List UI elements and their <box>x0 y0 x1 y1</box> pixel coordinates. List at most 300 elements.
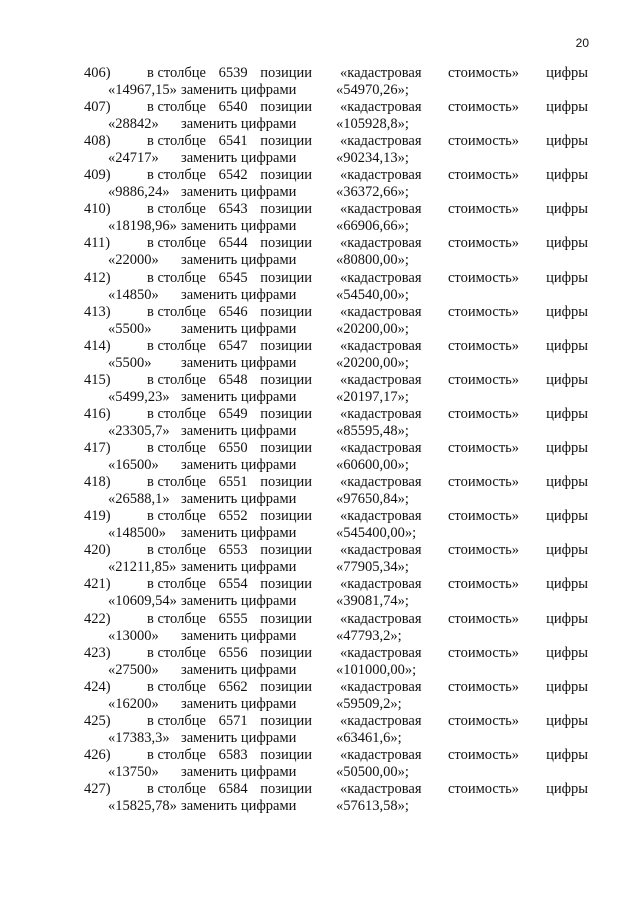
column-phrase <box>147 235 312 252</box>
positions-label: позиции <box>260 235 312 252</box>
positions-label: позиции <box>260 508 312 525</box>
cadastral-label: «кадастровая <box>340 337 422 354</box>
item-number: 422) <box>84 610 111 627</box>
entry-line-2 <box>84 184 596 201</box>
digits-label: цифры <box>546 99 588 116</box>
entry-line-1 <box>84 338 596 355</box>
new-value: «59509,2»; <box>336 695 402 712</box>
entry-line-2 <box>84 218 596 235</box>
entry-line-2 <box>84 150 596 167</box>
cadastral-label: «кадастровая <box>340 508 422 525</box>
value-label: стоимость» <box>448 235 520 252</box>
entry-line-1 <box>84 508 596 525</box>
list-item <box>84 338 596 372</box>
column-number: 6571 <box>218 712 248 729</box>
column-number: 6583 <box>218 746 248 763</box>
list-item <box>84 270 596 304</box>
list-item <box>84 406 596 440</box>
cadastral-label: «кадастровая <box>340 371 422 388</box>
cadastral-label: «кадастровая <box>340 474 422 491</box>
replace-label: заменить цифрами <box>181 593 297 610</box>
positions-label: позиции <box>260 712 312 729</box>
entry-line-2 <box>84 730 596 747</box>
replace-label: заменить цифрами <box>181 82 297 98</box>
entry-line-1 <box>84 679 596 696</box>
column-number: 6551 <box>218 474 248 491</box>
entry-line-2 <box>84 662 596 679</box>
column-phrase <box>147 508 312 525</box>
item-number: 412) <box>84 269 111 286</box>
old-value: «18198,96» <box>108 218 177 235</box>
list-item <box>84 713 596 747</box>
positions-label: позиции <box>260 644 312 661</box>
replace-label: заменить цифрами <box>181 559 297 576</box>
in-column-label: в столбце <box>147 678 206 695</box>
old-value: «14967,15» <box>108 82 177 98</box>
column-phrase <box>147 440 312 457</box>
entry-line-1 <box>84 576 596 593</box>
entry-line-1 <box>84 645 596 662</box>
digits-label: цифры <box>546 780 588 797</box>
entry-line-1 <box>84 611 596 628</box>
cadastral-label: «кадастровая <box>340 746 422 763</box>
new-value: «39081,74»; <box>336 593 409 610</box>
column-phrase <box>147 781 312 798</box>
positions-label: позиции <box>260 746 312 763</box>
old-value: «21211,85» <box>108 559 177 576</box>
entry-line-1 <box>84 235 596 252</box>
value-label: стоимость» <box>448 337 520 354</box>
column-number: 6549 <box>218 405 248 422</box>
digits-label: цифры <box>546 542 588 559</box>
positions-label: позиции <box>260 133 312 150</box>
positions-label: позиции <box>260 678 312 695</box>
column-phrase <box>147 270 312 287</box>
entry-line-1 <box>84 167 596 184</box>
list-item <box>84 133 596 167</box>
list-item <box>84 99 596 133</box>
entry-line-1 <box>84 201 596 218</box>
entry-line-2 <box>84 389 596 406</box>
column-phrase <box>147 167 312 184</box>
value-label: стоимость» <box>448 371 520 388</box>
replace-label: заменить цифрами <box>181 286 297 303</box>
value-label: стоимость» <box>448 303 520 320</box>
replace-label: заменить цифрами <box>181 150 297 167</box>
old-value: «14850» <box>108 286 159 303</box>
in-column-label: в столбце <box>147 405 206 422</box>
entry-line-2 <box>84 559 596 576</box>
in-column-label: в столбце <box>147 542 206 559</box>
item-number: 407) <box>84 99 111 116</box>
column-number: 6544 <box>218 235 248 252</box>
new-value: «20200,00»; <box>336 354 409 371</box>
replace-label: заменить цифрами <box>181 457 297 474</box>
item-number: 423) <box>84 644 111 661</box>
value-label: стоимость» <box>448 508 520 525</box>
cadastral-label: «кадастровая <box>340 303 422 320</box>
digits-label: цифры <box>546 235 588 252</box>
entry-line-2 <box>84 764 596 781</box>
replace-label: заменить цифрами <box>181 491 297 508</box>
replace-label: заменить цифрами <box>181 695 297 712</box>
list-item <box>84 372 596 406</box>
replace-label: заменить цифрами <box>181 661 297 678</box>
entry-line-1 <box>84 542 596 559</box>
column-phrase <box>147 65 312 82</box>
in-column-label: в столбце <box>147 610 206 627</box>
cadastral-label: «кадастровая <box>340 65 422 81</box>
item-number: 417) <box>84 440 111 457</box>
digits-label: цифры <box>546 269 588 286</box>
entry-line-1 <box>84 474 596 491</box>
item-number: 424) <box>84 678 111 695</box>
entry-line-2 <box>84 355 596 372</box>
item-number: 411) <box>84 235 111 252</box>
in-column-label: в столбце <box>147 201 206 218</box>
entry-line-2 <box>84 696 596 713</box>
digits-label: цифры <box>546 167 588 184</box>
page-number: 20 <box>575 36 589 50</box>
in-column-label: в столбце <box>147 474 206 491</box>
entry-line-1 <box>84 65 596 82</box>
cadastral-label: «кадастровая <box>340 440 422 457</box>
value-label: стоимость» <box>448 269 520 286</box>
positions-label: позиции <box>260 405 312 422</box>
digits-label: цифры <box>546 508 588 525</box>
digits-label: цифры <box>546 440 588 457</box>
item-number: 413) <box>84 303 111 320</box>
in-column-label: в столбце <box>147 576 206 593</box>
list-item <box>84 235 596 269</box>
entry-line-1 <box>84 270 596 287</box>
item-number: 420) <box>84 542 111 559</box>
cadastral-label: «кадастровая <box>340 678 422 695</box>
item-number: 416) <box>84 405 111 422</box>
replace-label: заменить цифрами <box>181 116 297 133</box>
positions-label: позиции <box>260 780 312 797</box>
replace-label: заменить цифрами <box>181 252 297 269</box>
cadastral-label: «кадастровая <box>340 542 422 559</box>
item-number: 425) <box>84 712 111 729</box>
value-label: стоимость» <box>448 576 520 593</box>
column-phrase <box>147 713 312 730</box>
list-item <box>84 747 596 781</box>
column-phrase <box>147 99 312 116</box>
column-number: 6552 <box>218 508 248 525</box>
entry-line-2 <box>84 593 596 610</box>
digits-label: цифры <box>546 474 588 491</box>
list-item <box>84 508 596 542</box>
value-label: стоимость» <box>448 678 520 695</box>
old-value: «148500» <box>108 525 166 542</box>
column-number: 6553 <box>218 542 248 559</box>
value-label: стоимость» <box>448 99 520 116</box>
digits-label: цифры <box>546 644 588 661</box>
cadastral-label: «кадастровая <box>340 133 422 150</box>
replace-label: заменить цифрами <box>181 320 297 337</box>
digits-label: цифры <box>546 133 588 150</box>
column-phrase <box>147 133 312 150</box>
entry-line-1 <box>84 304 596 321</box>
old-value: «16200» <box>108 695 159 712</box>
value-label: стоимость» <box>448 201 520 218</box>
column-number: 6540 <box>218 99 248 116</box>
new-value: «545400,00»; <box>336 525 417 542</box>
replace-label: заменить цифрами <box>181 525 297 542</box>
digits-label: цифры <box>546 201 588 218</box>
column-number: 6545 <box>218 269 248 286</box>
old-value: «17383,3» <box>108 729 170 746</box>
item-number: 414) <box>84 337 111 354</box>
column-number: 6548 <box>218 371 248 388</box>
column-number: 6555 <box>218 610 248 627</box>
entry-line-1 <box>84 747 596 764</box>
value-label: стоимость» <box>448 474 520 491</box>
column-phrase <box>147 201 312 218</box>
new-value: «63461,6»; <box>336 729 402 746</box>
cadastral-label: «кадастровая <box>340 405 422 422</box>
positions-label: позиции <box>260 337 312 354</box>
item-number: 419) <box>84 508 111 525</box>
value-label: стоимость» <box>448 167 520 184</box>
new-value: «20197,17»; <box>336 388 409 405</box>
old-value: «26588,1» <box>108 491 170 508</box>
column-phrase <box>147 338 312 355</box>
cadastral-label: «кадастровая <box>340 201 422 218</box>
entry-line-1 <box>84 99 596 116</box>
entry-line-2 <box>84 628 596 645</box>
item-number: 410) <box>84 201 111 218</box>
column-phrase <box>147 372 312 389</box>
old-value: «5500» <box>108 320 152 337</box>
positions-label: позиции <box>260 440 312 457</box>
replace-label: заменить цифрами <box>181 184 297 201</box>
column-phrase <box>147 645 312 662</box>
in-column-label: в столбце <box>147 371 206 388</box>
cadastral-label: «кадастровая <box>340 99 422 116</box>
new-value: «47793,2»; <box>336 627 402 644</box>
old-value: «27500» <box>108 661 159 678</box>
in-column-label: в столбце <box>147 337 206 354</box>
new-value: «77905,34»; <box>336 559 409 576</box>
column-number: 6554 <box>218 576 248 593</box>
in-column-label: в столбце <box>147 99 206 116</box>
column-phrase <box>147 542 312 559</box>
replace-label: заменить цифрами <box>181 422 297 439</box>
new-value: «105928,8»; <box>336 116 409 133</box>
positions-label: позиции <box>260 576 312 593</box>
positions-label: позиции <box>260 474 312 491</box>
new-value: «54970,26»; <box>336 82 409 98</box>
new-value: «36372,66»; <box>336 184 409 201</box>
entry-line-2 <box>84 491 596 508</box>
digits-label: цифры <box>546 678 588 695</box>
positions-label: позиции <box>260 303 312 320</box>
cadastral-label: «кадастровая <box>340 269 422 286</box>
value-label: стоимость» <box>448 542 520 559</box>
replace-label: заменить цифрами <box>181 763 297 780</box>
column-number: 6546 <box>218 303 248 320</box>
column-number: 6539 <box>218 65 248 81</box>
column-number: 6541 <box>218 133 248 150</box>
item-number: 427) <box>84 780 111 797</box>
entry-line-2 <box>84 457 596 474</box>
new-value: «90234,13»; <box>336 150 409 167</box>
in-column-label: в столбце <box>147 508 206 525</box>
value-label: стоимость» <box>448 746 520 763</box>
list-item <box>84 440 596 474</box>
replace-label: заменить цифрами <box>181 627 297 644</box>
digits-label: цифры <box>546 337 588 354</box>
value-label: стоимость» <box>448 65 520 81</box>
column-number: 6547 <box>218 337 248 354</box>
list-item <box>84 611 596 645</box>
digits-label: цифры <box>546 303 588 320</box>
list-item <box>84 167 596 201</box>
cadastral-label: «кадастровая <box>340 780 422 797</box>
item-number: 418) <box>84 474 111 491</box>
cadastral-label: «кадастровая <box>340 712 422 729</box>
new-value: «50500,00»; <box>336 763 409 780</box>
entry-line-2 <box>84 798 596 815</box>
value-label: стоимость» <box>448 405 520 422</box>
old-value: «22000» <box>108 252 159 269</box>
item-number: 408) <box>84 133 111 150</box>
replace-label: заменить цифрами <box>181 797 297 814</box>
positions-label: позиции <box>260 167 312 184</box>
entry-line-2 <box>84 423 596 440</box>
entry-line-1 <box>84 133 596 150</box>
column-number: 6556 <box>218 644 248 661</box>
in-column-label: в столбце <box>147 133 206 150</box>
entry-line-2 <box>84 321 596 338</box>
in-column-label: в столбце <box>147 167 206 184</box>
item-number: 426) <box>84 746 111 763</box>
item-number: 409) <box>84 167 111 184</box>
entry-line-2 <box>84 287 596 304</box>
item-number: 406) <box>84 65 111 81</box>
value-label: стоимость» <box>448 644 520 661</box>
entry-line-1 <box>84 406 596 423</box>
entry-line-1 <box>84 713 596 730</box>
replace-label: заменить цифрами <box>181 218 297 235</box>
old-value: «13000» <box>108 627 159 644</box>
digits-label: цифры <box>546 65 588 81</box>
entry-line-2 <box>84 525 596 542</box>
in-column-label: в столбце <box>147 235 206 252</box>
in-column-label: в столбце <box>147 65 206 81</box>
digits-label: цифры <box>546 405 588 422</box>
positions-label: позиции <box>260 269 312 286</box>
digits-label: цифры <box>546 746 588 763</box>
old-value: «9886,24» <box>108 184 170 201</box>
digits-label: цифры <box>546 371 588 388</box>
old-value: «5499,23» <box>108 388 170 405</box>
new-value: «60600,00»; <box>336 457 409 474</box>
entry-line-2 <box>84 82 596 99</box>
column-number: 6550 <box>218 440 248 457</box>
amendment-list <box>84 65 596 815</box>
digits-label: цифры <box>546 576 588 593</box>
entry-line-1 <box>84 440 596 457</box>
positions-label: позиции <box>260 542 312 559</box>
list-item <box>84 474 596 508</box>
list-item <box>84 65 596 99</box>
column-phrase <box>147 474 312 491</box>
value-label: стоимость» <box>448 712 520 729</box>
replace-label: заменить цифрами <box>181 388 297 405</box>
new-value: «20200,00»; <box>336 320 409 337</box>
old-value: «28842» <box>108 116 159 133</box>
cadastral-label: «кадастровая <box>340 167 422 184</box>
value-label: стоимость» <box>448 440 520 457</box>
old-value: «5500» <box>108 354 152 371</box>
positions-label: позиции <box>260 610 312 627</box>
column-phrase <box>147 747 312 764</box>
old-value: «10609,54» <box>108 593 177 610</box>
replace-label: заменить цифрами <box>181 354 297 371</box>
column-phrase <box>147 611 312 628</box>
new-value: «97650,84»; <box>336 491 409 508</box>
value-label: стоимость» <box>448 610 520 627</box>
digits-label: цифры <box>546 712 588 729</box>
replace-label: заменить цифрами <box>181 729 297 746</box>
in-column-label: в столбце <box>147 712 206 729</box>
old-value: «23305,7» <box>108 422 170 439</box>
item-number: 415) <box>84 371 111 388</box>
list-item <box>84 201 596 235</box>
cadastral-label: «кадастровая <box>340 235 422 252</box>
column-number: 6562 <box>218 678 248 695</box>
column-number: 6584 <box>218 780 248 797</box>
list-item <box>84 645 596 679</box>
positions-label: позиции <box>260 201 312 218</box>
new-value: «66906,66»; <box>336 218 409 235</box>
new-value: «101000,00»; <box>336 661 417 678</box>
entry-line-2 <box>84 252 596 269</box>
digits-label: цифры <box>546 610 588 627</box>
positions-label: позиции <box>260 99 312 116</box>
list-item <box>84 304 596 338</box>
old-value: «24717» <box>108 150 159 167</box>
list-item <box>84 576 596 610</box>
cadastral-label: «кадастровая <box>340 644 422 661</box>
positions-label: позиции <box>260 371 312 388</box>
new-value: «85595,48»; <box>336 422 409 439</box>
in-column-label: в столбце <box>147 440 206 457</box>
column-phrase <box>147 576 312 593</box>
list-item <box>84 679 596 713</box>
cadastral-label: «кадастровая <box>340 576 422 593</box>
old-value: «15825,78» <box>108 797 177 814</box>
column-phrase <box>147 406 312 423</box>
new-value: «57613,58»; <box>336 797 409 814</box>
value-label: стоимость» <box>448 780 520 797</box>
in-column-label: в столбце <box>147 644 206 661</box>
entry-line-1 <box>84 372 596 389</box>
list-item <box>84 781 596 815</box>
positions-label: позиции <box>260 65 312 81</box>
cadastral-label: «кадастровая <box>340 610 422 627</box>
entry-line-1 <box>84 781 596 798</box>
in-column-label: в столбце <box>147 746 206 763</box>
value-label: стоимость» <box>448 133 520 150</box>
in-column-label: в столбце <box>147 780 206 797</box>
in-column-label: в столбце <box>147 269 206 286</box>
in-column-label: в столбце <box>147 303 206 320</box>
item-number: 421) <box>84 576 111 593</box>
